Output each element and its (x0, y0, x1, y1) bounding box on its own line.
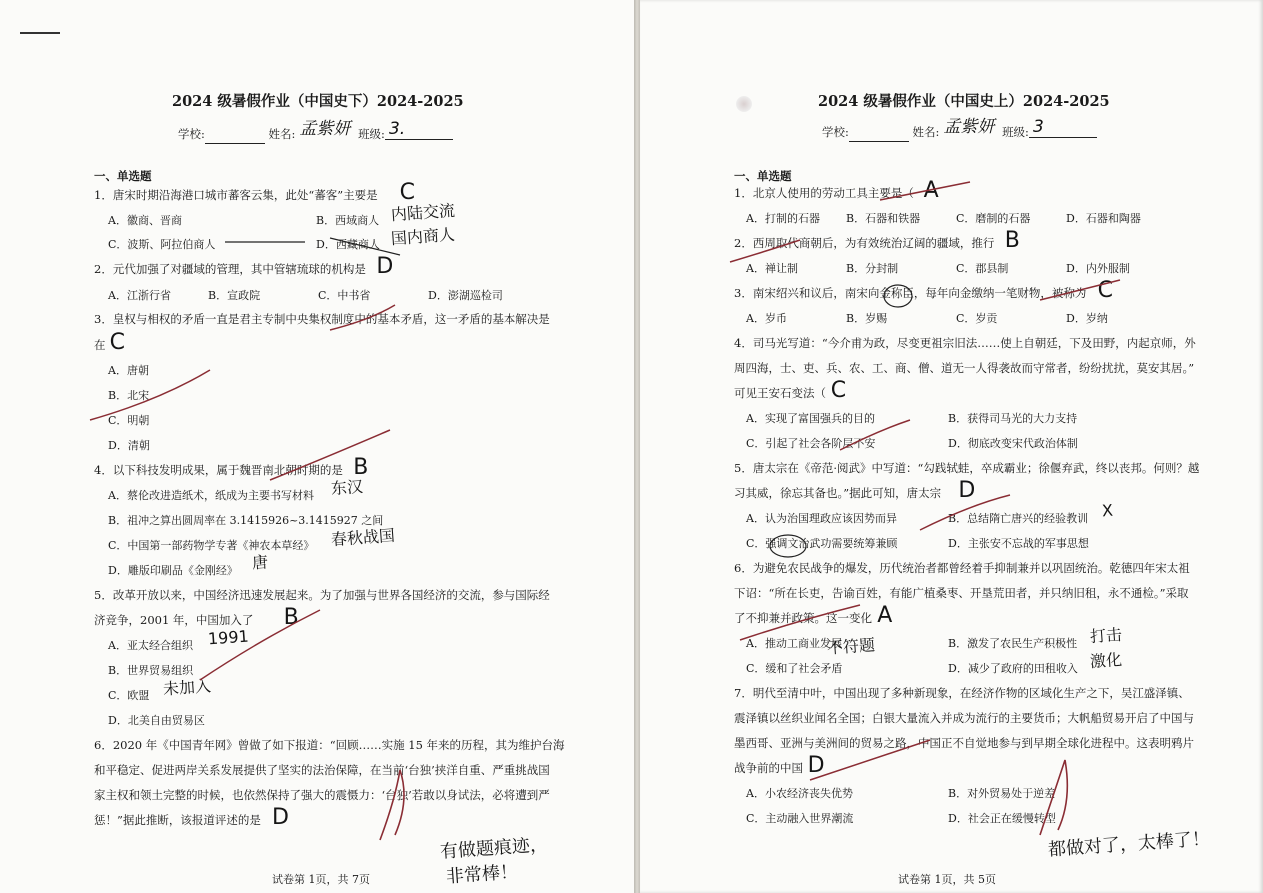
answer-option: B．激发了农民生产积极性 (948, 637, 1078, 650)
handwritten-note: 春秋战国 (330, 525, 396, 549)
answer-option: A．岁币 (746, 312, 787, 325)
question-text: 周四海，士、吏、兵、农、工、商、僧、道无一人得袭故而守常者，纷纷扰扰，莫安其居。” (734, 361, 1195, 375)
question-text: 1．唐宋时期沿海港口城市蕃客云集，此处“蕃客”主要是 (94, 188, 378, 202)
answer-option: B．分封制 (846, 262, 899, 275)
left-header-fields (178, 118, 453, 144)
question-text: 6．2020 年《中国青年网》曾做了如下报道：“回顾……实施 15 年来的历程，其为维护台海 (94, 737, 565, 752)
handwritten-note: 国内商人 (390, 224, 456, 249)
question-text: 4．司马光写道：“今介甫为政，尽变更祖宗旧法……使上自朝廷，下及田野，内起京师，外 (734, 336, 1196, 350)
answer-option: A．亚太经合组织 (108, 638, 193, 652)
answer-option: D．社会正在缓慢转型 (948, 812, 1056, 825)
school-label: 学校: (178, 127, 205, 141)
handwritten-note: 不符题 (826, 635, 876, 658)
question-text: 震泽镇以丝织业闻名全国；白银大量流入并成为流行的主要货币；大帆船贸易开启了中国与 (734, 711, 1194, 725)
question-text: 墨西哥、亚洲与美洲间的贸易之路，中国正不自觉地参与到早期全球化进程中。这表明鸦片 (734, 736, 1194, 750)
answer-option: C．中书省 (318, 288, 371, 302)
answer-option: A．唐朝 (108, 363, 149, 377)
handwritten-note: 激化 (1089, 649, 1123, 672)
answer-option: D．减少了政府的田租收入 (948, 662, 1078, 675)
student-name: 孟紫妍 (299, 119, 351, 139)
answer-option: C．郡县制 (956, 262, 1009, 275)
handwritten-note: 内陆交流 (390, 200, 456, 224)
answer-option: A．江浙行省 (108, 288, 171, 302)
answer-option: D．彻底改变宋代政治体制 (948, 437, 1078, 450)
handwritten-answer: A (877, 603, 893, 628)
question-text: 3．南宋绍兴和议后，南宋向金称臣，每年向金缴纳一笔财物，被称为 (734, 286, 1087, 300)
answer-option: B．岁赐 (846, 312, 888, 325)
answer-option: B．祖冲之算出圆周率在 3.1415926~3.1415927 之间 (108, 513, 384, 527)
answer-option: A．实现了富国强兵的目的 (746, 412, 875, 425)
answer-option: B．西域商人 (316, 213, 380, 227)
question-text: 3．皇权与相权的矛盾一直是君主专制中央集权制度中的基本矛盾，这一矛盾的基本解决是 (94, 311, 550, 326)
answer-option: C．波斯、阿拉伯商人 (108, 238, 216, 251)
answer-option: D．主张安不忘战的军事思想 (948, 537, 1089, 550)
answer-option: C．强调文治武功需要统筹兼顾 (746, 537, 898, 550)
teacher-comment-line-2: 非常棒！ (445, 861, 519, 888)
answer-option: A．禅让制 (746, 262, 798, 275)
class-number: 3. (385, 119, 453, 140)
right-page (640, 0, 1263, 893)
handwritten-answer: B (1004, 228, 1020, 253)
handwritten-answer: D (807, 753, 825, 778)
question-text: 惩！”据此推断，该报道评述的是 (94, 812, 261, 827)
question-text: 和平稳定、促进两岸关系发展提供了坚实的法治保障，在当前‘台独’挟洋自重、严重挑战国 (94, 762, 550, 777)
question-text: 了不抑兼并政策。这一变化 (734, 611, 872, 625)
handwritten-note: 唐 (251, 551, 270, 573)
question-text: 5．唐太宗在《帝范·阅武》中写道：“勾践轼蛙，卒成霸业；徐偃弃武，终以丧邦。何则？越 (734, 461, 1200, 475)
name-label: 姓名: (268, 127, 296, 141)
left-section-heading: 一、单选题 (94, 169, 152, 183)
student-name: 孟紫妍 (943, 117, 995, 137)
class-label: 班级: (358, 127, 385, 141)
answer-option: D．内外服制 (1066, 262, 1130, 275)
handwritten-note: X (1100, 500, 1114, 521)
answer-option: B．世界贸易组织 (108, 663, 194, 677)
answer-option: C．中国第一部药物学专著《神农本草经》 (108, 538, 315, 552)
question-text: 习其威，徐忘其备也。”据此可知，唐太宗 (734, 486, 942, 500)
handwritten-answer: D (272, 804, 289, 830)
question-text: 2．西周取代商朝后，为有效统治辽阔的疆域，推行 (734, 236, 995, 250)
answer-option: C．引起了社会各阶层不安 (746, 437, 876, 450)
question-text: 2．元代加强了对疆域的管理，其中管辖琉球的机构是 (94, 261, 366, 276)
handwritten-answer: C (109, 329, 125, 355)
handwritten-answer: A (923, 178, 939, 203)
handwritten-answer: B (353, 454, 369, 480)
handwritten-answer: D (376, 253, 394, 279)
question-text: 济竞争，2001 年，中国加入了 (94, 612, 254, 627)
question-text: 下诏：“所在长吏，告谕百姓，有能广植桑枣、开垦荒田者，并只纳旧租，永不通检。”采取 (734, 586, 1189, 600)
handwritten-note: 1991 (206, 626, 249, 648)
teacher-comment: 都做对了，太棒了！ (1047, 828, 1211, 861)
question-text: 家主权和领土完整的时候，也依然保持了强大的震慑力：‘台独’若敢以身试法，必将遭到严 (94, 787, 550, 802)
answer-option: C．明朝 (108, 413, 150, 427)
question-text: 5．改革开放以来，中国经济迅速发展起来。为了加强与世界各国经济的交流，参与国际经 (94, 587, 550, 602)
left-page-title: 2024 级暑假作业（中国史下）2024-2025 (172, 93, 464, 110)
answer-option: B．北宋 (108, 388, 150, 402)
right-footer: 试卷第 1页，共 5页 (898, 873, 996, 886)
answer-option: B．石器和铁器 (846, 212, 921, 225)
answer-option: A．推动工商业发展 (746, 637, 842, 650)
handwritten-note: 未加入 (162, 675, 212, 699)
answer-option: A．徽商、晋商 (108, 213, 182, 227)
punch-hole (736, 96, 752, 112)
handwritten-note: 东汉 (330, 476, 364, 498)
answer-option: D．澎湖巡检司 (428, 288, 503, 302)
question-text: 7．明代至清中叶，中国出现了多种新现象，在经济作物的区域化生产之下，吴江盛泽镇、 (734, 686, 1190, 700)
school-label: 学校: (822, 125, 849, 139)
answer-option: A．蔡伦改进造纸术，纸成为主要书写材料 (108, 488, 314, 502)
answer-option: B．对外贸易处于逆差 (948, 787, 1056, 800)
handwritten-answer: C (830, 378, 847, 403)
question-text: 4．以下科技发明成果，属于魏晋南北朝时期的是 (94, 462, 343, 477)
right-header-fields (822, 116, 1097, 142)
answer-option: B．获得司马光的大力支持 (948, 412, 1078, 425)
question-text: 1．北京人使用的劳动工具主要是（ (734, 186, 914, 200)
answer-option: B．总结隋亡唐兴的经验教训 (948, 512, 1089, 525)
class-number: 3 (1029, 117, 1097, 138)
answer-option: C．岁贡 (956, 312, 998, 325)
question-text: 6．为避免农民战争的爆发，历代统治者都曾经着手抑制兼并以巩固统治。乾德四年宋太祖 (734, 561, 1190, 575)
answer-option: D．北美自由贸易区 (108, 713, 205, 727)
handwritten-note: 打击 (1089, 624, 1123, 647)
handwritten-answer: C (1097, 278, 1113, 303)
question-text: 可见王安石变法（ (734, 386, 826, 400)
class-label: 班级: (1002, 125, 1029, 139)
answer-option: A．认为治国理政应该因势而异 (746, 512, 897, 525)
name-label: 姓名: (912, 125, 940, 139)
answer-option: B．宣政院 (208, 288, 261, 302)
question-text: 在 (94, 337, 106, 352)
answer-option: C．缓和了社会矛盾 (746, 662, 843, 675)
handwritten-answer: B (283, 604, 299, 630)
answer-option: D．岁纳 (1066, 312, 1108, 325)
answer-option: D．西藏商人 (316, 238, 380, 251)
right-page-title: 2024 级暑假作业（中国史上）2024-2025 (818, 93, 1110, 110)
question-text: 战争前的中国 (734, 761, 803, 775)
teacher-comment-line-1: 有做题痕迹， (439, 834, 549, 863)
answer-option: D．石器和陶器 (1066, 212, 1141, 225)
left-footer: 试卷第 1页，共 7页 (272, 873, 370, 886)
answer-option: A．打制的石器 (746, 212, 820, 225)
right-section-heading: 一、单选题 (734, 169, 792, 183)
handwritten-answer: D (958, 478, 976, 503)
answer-option: C．主动融入世界潮流 (746, 812, 854, 825)
answer-option: C．磨制的石器 (956, 212, 1031, 225)
answer-option: A．小农经济丧失优势 (746, 787, 853, 800)
answer-option: C．欧盟 (108, 688, 150, 702)
answer-option: D．雕版印刷品《金刚经》 (108, 563, 238, 577)
answer-option: D．清朝 (108, 438, 150, 452)
handwritten-answer: C (399, 180, 415, 205)
